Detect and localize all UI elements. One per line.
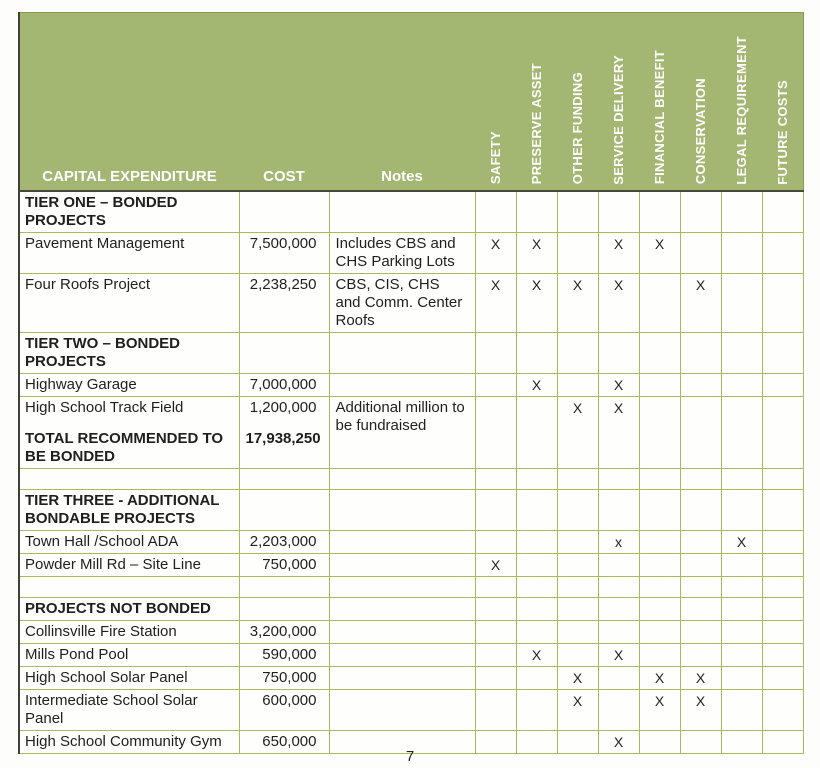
notes-cell [329, 489, 475, 530]
table-body [19, 191, 803, 754]
criteria-mark-cell: X [557, 273, 598, 332]
section-row [19, 597, 803, 620]
spacer [25, 417, 233, 430]
criteria-mark-cell: X [557, 689, 598, 730]
criteria-mark-cell [516, 332, 557, 373]
criteria-mark-cell [762, 396, 803, 468]
table-header-row [19, 13, 803, 191]
notes-cell [329, 620, 475, 643]
criteria-mark-cell [639, 489, 680, 530]
criteria-mark-cell: X [639, 232, 680, 273]
criteria-mark-cell: X [680, 273, 721, 332]
notes-cell [329, 332, 475, 373]
spacer [246, 417, 317, 430]
criteria-mark-cell [639, 530, 680, 553]
criteria-mark-cell [475, 620, 516, 643]
project-name-cell: PROJECTS NOT BONDED [19, 597, 239, 620]
criteria-mark-cell [475, 643, 516, 666]
criteria-mark-cell [680, 468, 721, 489]
criteria-mark-cell [639, 332, 680, 373]
criteria-mark-cell: X [680, 689, 721, 730]
criteria-mark-cell [598, 597, 639, 620]
column-header-conservation [680, 13, 721, 191]
criteria-mark-cell [557, 489, 598, 530]
cost-cell [239, 597, 329, 620]
project-row [19, 530, 803, 553]
project-name-cell: High School Community Gym [19, 730, 239, 753]
project-name-cell: Collinsville Fire Station [19, 620, 239, 643]
column-header-legal-requirement [721, 13, 762, 191]
notes-cell [329, 666, 475, 689]
criteria-mark-cell [598, 332, 639, 373]
criteria-mark-cell [516, 666, 557, 689]
criteria-mark-cell [557, 232, 598, 273]
criteria-mark-cell [475, 396, 516, 468]
criteria-mark-cell [762, 332, 803, 373]
cost-cell: 590,000 [239, 643, 329, 666]
cost-cell: 600,000 [239, 689, 329, 730]
project-row [19, 689, 803, 730]
criteria-mark-cell [639, 576, 680, 597]
criteria-mark-cell [598, 689, 639, 730]
criteria-mark-cell [639, 191, 680, 233]
column-header-future-costs-label: FUTURE COSTS [774, 79, 790, 185]
criteria-mark-cell [516, 468, 557, 489]
criteria-mark-cell [475, 689, 516, 730]
criteria-mark-cell [680, 489, 721, 530]
criteria-mark-cell [680, 232, 721, 273]
project-name-cell [19, 468, 239, 489]
project-name-cell: Mills Pond Pool [19, 643, 239, 666]
criteria-mark-cell [475, 332, 516, 373]
criteria-mark-cell [680, 396, 721, 468]
criteria-mark-cell [639, 396, 680, 468]
criteria-mark-cell [721, 191, 762, 233]
project-name-cell: Intermediate School Solar Panel [19, 689, 239, 730]
criteria-mark-cell [598, 489, 639, 530]
criteria-mark-cell [762, 373, 803, 396]
criteria-mark-cell: x [598, 530, 639, 553]
criteria-mark-cell [721, 597, 762, 620]
criteria-mark-cell [475, 597, 516, 620]
notes-cell [329, 553, 475, 576]
criteria-mark-cell: X [516, 232, 557, 273]
column-header-service-delivery [598, 13, 639, 191]
criteria-mark-cell [475, 373, 516, 396]
criteria-mark-cell: X [598, 232, 639, 273]
notes-cell: CBS, CIS, CHS and Comm. Center Roofs [329, 273, 475, 332]
cost-value: 1,200,000 [249, 398, 317, 416]
column-header-other-funding-label: OTHER FUNDING [570, 72, 585, 185]
section-row [19, 489, 803, 530]
empty-row [19, 576, 803, 597]
criteria-mark-cell [598, 576, 639, 597]
project-row [19, 666, 803, 689]
project-name-cell: TIER TWO – BONDED PROJECTS [19, 332, 239, 373]
criteria-mark-cell [762, 643, 803, 666]
empty-row [19, 468, 803, 489]
criteria-mark-cell: X [598, 643, 639, 666]
criteria-mark-cell: X [475, 232, 516, 273]
cost-cell [239, 576, 329, 597]
section-row [19, 332, 803, 373]
criteria-mark-cell: X [475, 553, 516, 576]
criteria-mark-cell [762, 273, 803, 332]
criteria-mark-cell: X [721, 530, 762, 553]
criteria-mark-cell [762, 468, 803, 489]
criteria-mark-cell: X [516, 643, 557, 666]
criteria-mark-cell [557, 332, 598, 373]
cost-cell [239, 468, 329, 489]
criteria-mark-cell [680, 620, 721, 643]
notes-cell [329, 689, 475, 730]
column-header-financial-benefit [639, 13, 680, 191]
criteria-mark-cell [721, 689, 762, 730]
criteria-mark-cell [680, 191, 721, 233]
page-number: 7 [405, 748, 415, 765]
column-header-financial-benefit-label: FINANCIAL BENEFIT [652, 50, 667, 185]
column-header-service-delivery-label: SERVICE DELIVERY [611, 54, 626, 185]
column-header-conservation-label: CONSERVATION [693, 78, 708, 185]
cost-cell [239, 332, 329, 373]
criteria-mark-cell [557, 620, 598, 643]
criteria-mark-cell [762, 666, 803, 689]
total-cost-value: 17,938,250 [245, 429, 321, 447]
criteria-mark-cell [680, 553, 721, 576]
cost-cell: 750,000 [239, 553, 329, 576]
cost-cell: 2,238,250 [239, 273, 329, 332]
project-row [19, 620, 803, 643]
criteria-mark-cell [762, 597, 803, 620]
notes-cell [329, 191, 475, 233]
criteria-mark-cell [721, 396, 762, 468]
cost-cell [239, 396, 329, 468]
cost-cell [239, 191, 329, 233]
criteria-mark-cell [557, 553, 598, 576]
criteria-mark-cell [639, 643, 680, 666]
criteria-mark-cell: X [639, 666, 680, 689]
criteria-mark-cell [721, 489, 762, 530]
criteria-mark-cell [721, 620, 762, 643]
criteria-mark-cell [762, 530, 803, 553]
criteria-mark-cell [721, 553, 762, 576]
criteria-mark-cell [762, 232, 803, 273]
criteria-mark-cell [557, 576, 598, 597]
criteria-mark-cell [721, 666, 762, 689]
notes-cell [329, 468, 475, 489]
criteria-mark-cell [516, 191, 557, 233]
criteria-mark-cell [475, 576, 516, 597]
project-name-cell: Highway Garage [19, 373, 239, 396]
criteria-mark-cell [516, 553, 557, 576]
criteria-mark-cell [721, 576, 762, 597]
project-row [19, 232, 803, 273]
column-header-future-costs [762, 13, 803, 191]
criteria-mark-cell: X [557, 666, 598, 689]
criteria-mark-cell [721, 273, 762, 332]
criteria-mark-cell [721, 373, 762, 396]
criteria-mark-cell [557, 468, 598, 489]
criteria-mark-cell [680, 373, 721, 396]
criteria-mark-cell [639, 620, 680, 643]
column-header-cost: COST [239, 13, 329, 191]
total-label: TOTAL RECOMMENDED TO BE BONDED [25, 429, 224, 465]
criteria-mark-cell [516, 489, 557, 530]
notes-cell [329, 643, 475, 666]
criteria-mark-cell [475, 666, 516, 689]
criteria-mark-cell [557, 643, 598, 666]
column-header-notes: Notes [329, 13, 475, 191]
project-row [19, 373, 803, 396]
cost-cell: 3,200,000 [239, 620, 329, 643]
project-name: High School Track Field [25, 398, 184, 416]
cost-cell [239, 489, 329, 530]
criteria-mark-cell [516, 597, 557, 620]
criteria-mark-cell [721, 468, 762, 489]
notes-cell [329, 530, 475, 553]
notes-cell: Additional million to be fundraised [329, 396, 475, 468]
column-header-legal-requirement-label: LEGAL REQUIREMENT [734, 35, 749, 185]
criteria-mark-cell [762, 620, 803, 643]
criteria-mark-cell [680, 643, 721, 666]
criteria-mark-cell [557, 597, 598, 620]
notes-cell [329, 576, 475, 597]
cost-cell: 2,203,000 [239, 530, 329, 553]
notes-cell [329, 373, 475, 396]
column-header-preserve-asset-label: PRESERVE ASSET [529, 63, 544, 185]
project-name-cell: TIER ONE – BONDED PROJECTS [19, 191, 239, 233]
criteria-mark-cell: X [680, 666, 721, 689]
criteria-mark-cell: X [598, 396, 639, 468]
criteria-mark-cell [598, 468, 639, 489]
project-name-cell: Powder Mill Rd – Site Line [19, 553, 239, 576]
criteria-mark-cell [598, 191, 639, 233]
criteria-mark-cell [516, 576, 557, 597]
criteria-mark-cell [475, 530, 516, 553]
criteria-mark-cell [639, 468, 680, 489]
criteria-mark-cell [721, 232, 762, 273]
criteria-mark-cell [762, 689, 803, 730]
section-row [19, 191, 803, 233]
criteria-mark-cell [516, 620, 557, 643]
criteria-mark-cell: X [516, 273, 557, 332]
column-header-safety [475, 13, 516, 191]
criteria-mark-cell [680, 597, 721, 620]
criteria-mark-cell [598, 553, 639, 576]
column-header-capital-expenditure: CAPITAL EXPENDITURE [19, 13, 239, 191]
project-name-cell: Pavement Management [19, 232, 239, 273]
column-header-other-funding [557, 13, 598, 191]
project-name-cell [19, 396, 239, 468]
criteria-mark-cell [721, 643, 762, 666]
criteria-mark-cell: X [516, 373, 557, 396]
project-row [19, 643, 803, 666]
criteria-mark-cell [557, 373, 598, 396]
criteria-mark-cell [639, 273, 680, 332]
criteria-mark-cell [680, 530, 721, 553]
notes-cell: Includes CBS and CHS Parking Lots [329, 232, 475, 273]
criteria-mark-cell [680, 576, 721, 597]
criteria-mark-cell [475, 191, 516, 233]
criteria-mark-cell [639, 597, 680, 620]
project-name-cell: TIER THREE - ADDITIONAL BONDABLE PROJECTS [19, 489, 239, 530]
cost-cell: 750,000 [239, 666, 329, 689]
criteria-mark-cell: X [598, 373, 639, 396]
criteria-mark-cell: X [557, 396, 598, 468]
criteria-mark-cell: X [598, 730, 639, 753]
criteria-mark-cell [598, 666, 639, 689]
criteria-mark-cell [639, 553, 680, 576]
notes-cell [329, 597, 475, 620]
criteria-mark-cell [762, 489, 803, 530]
criteria-mark-cell [516, 396, 557, 468]
project-name-cell: Four Roofs Project [19, 273, 239, 332]
project-name-cell [19, 576, 239, 597]
cost-cell: 7,500,000 [239, 232, 329, 273]
criteria-mark-cell [762, 191, 803, 233]
project-name-cell: High School Solar Panel [19, 666, 239, 689]
criteria-mark-cell: X [598, 273, 639, 332]
criteria-mark-cell: X [475, 273, 516, 332]
criteria-mark-cell [639, 373, 680, 396]
column-header-preserve-asset [516, 13, 557, 191]
cost-cell: 7,000,000 [239, 373, 329, 396]
project-row [19, 553, 803, 576]
project-row [19, 273, 803, 332]
criteria-mark-cell [516, 689, 557, 730]
criteria-mark-cell: X [639, 689, 680, 730]
criteria-mark-cell [557, 530, 598, 553]
criteria-mark-cell [516, 530, 557, 553]
criteria-mark-cell [598, 620, 639, 643]
cost-cell: 650,000 [239, 730, 329, 753]
column-header-safety-label: SAFETY [488, 131, 503, 185]
criteria-mark-cell [475, 468, 516, 489]
capital-expenditure-table [18, 12, 804, 754]
criteria-mark-cell [762, 553, 803, 576]
criteria-mark-cell [762, 576, 803, 597]
criteria-mark-cell [557, 191, 598, 233]
criteria-mark-cell [475, 489, 516, 530]
project-name-cell: Town Hall /School ADA [19, 530, 239, 553]
criteria-mark-cell [721, 332, 762, 373]
criteria-mark-cell [680, 332, 721, 373]
project-row [19, 396, 803, 468]
